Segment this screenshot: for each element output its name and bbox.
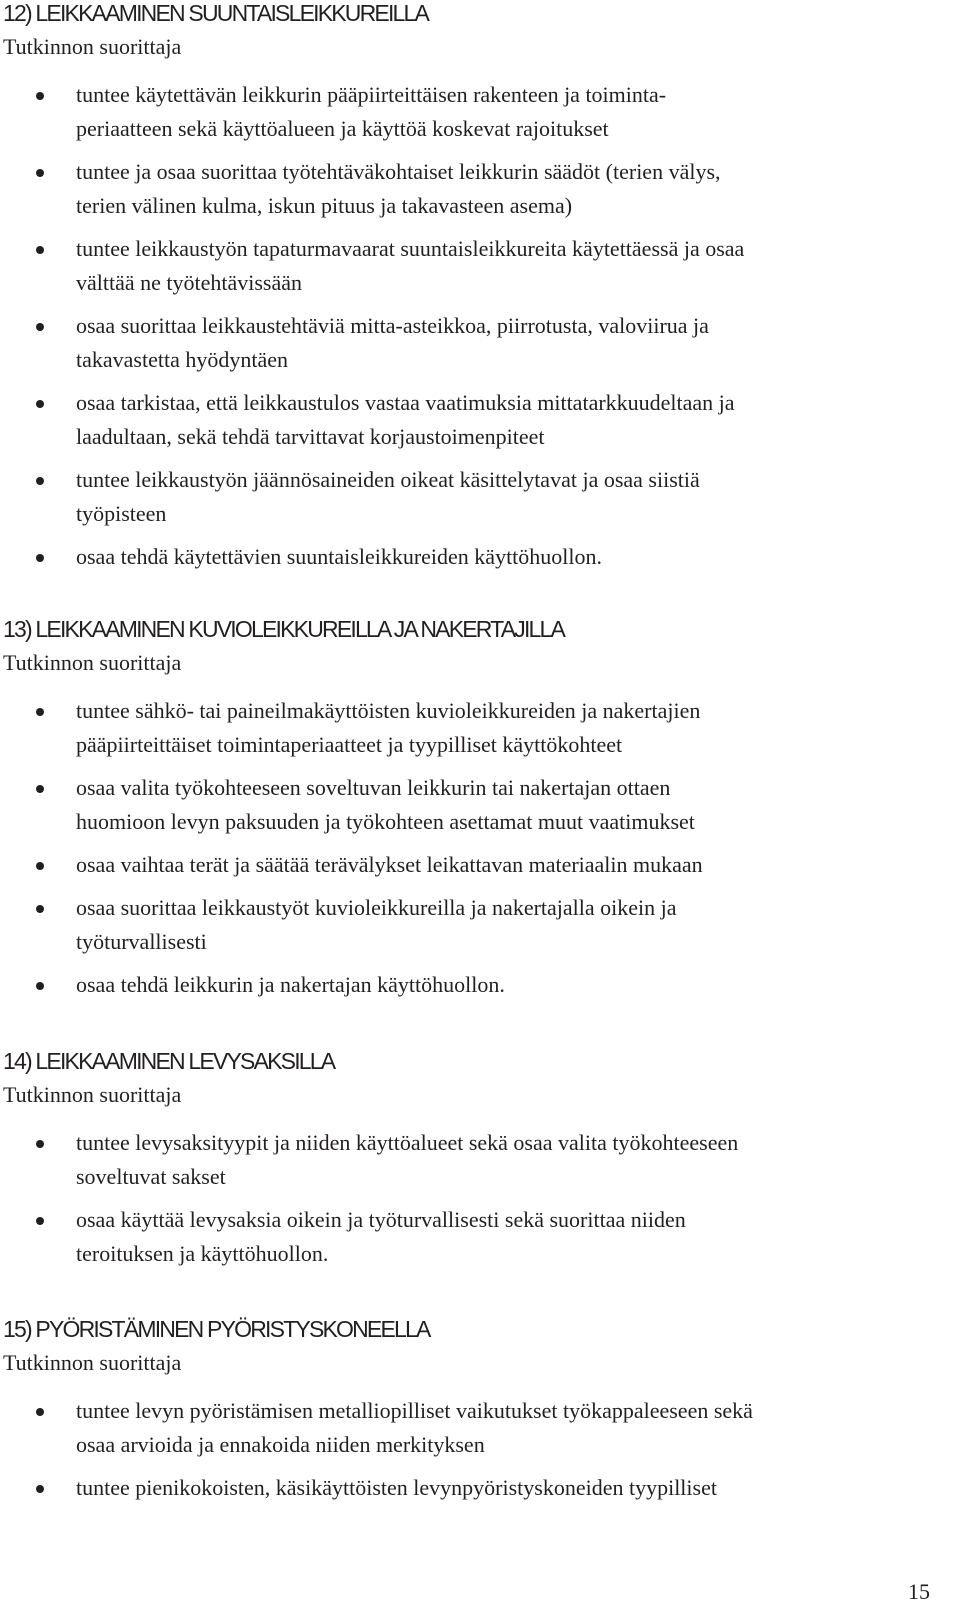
criteria-list	[0, 78, 960, 574]
section-subheading: Tutkinnon suorittaja	[3, 34, 182, 59]
section-heading: 14) LEIKKAAMINEN LEVYSAKSILLA	[3, 1048, 335, 1074]
section-subheading: Tutkinnon suorittaja	[3, 650, 182, 675]
bullet-icon	[36, 708, 44, 716]
item-text-line: osaa suorittaa leikkaustyöt kuvioleikkureilla ja nakertajalla oikein ja	[76, 895, 677, 920]
item-text-line: välttää ne työtehtävissään	[76, 270, 303, 295]
list-item	[0, 463, 960, 531]
list-item	[0, 232, 960, 300]
item-text-line: takavastetta hyödyntäen	[76, 347, 288, 372]
list-item	[0, 78, 960, 146]
item-text-line: osaa tehdä leikkurin ja nakertajan käyttöhuollon.	[76, 972, 505, 997]
item-text-line: tuntee käytettävän leikkurin pääpiirteittäisen rakenteen ja toiminta-	[76, 82, 667, 107]
list-item	[0, 155, 960, 223]
section-subheading: Tutkinnon suorittaja	[3, 1082, 182, 1107]
criteria-list	[0, 694, 960, 1002]
item-text-line: osaa vaihtaa terät ja säätää terävälykset leikattavan materiaalin mukaan	[76, 852, 703, 877]
criteria-list	[0, 1394, 960, 1505]
list-item	[0, 848, 960, 882]
list-item	[0, 1126, 960, 1194]
item-text-line: työpisteen	[76, 501, 167, 526]
section-12	[0, 0, 960, 574]
section-14	[0, 1046, 960, 1271]
item-text-line: tuntee leikkaustyön tapaturmavaarat suuntaisleikkureita käytettäessä ja osaa	[76, 236, 745, 261]
bullet-icon	[36, 1485, 44, 1493]
page-number: 15	[908, 1579, 930, 1604]
list-item	[0, 1471, 960, 1505]
item-text-line: osaa tarkistaa, että leikkaustulos vastaa vaatimuksia mittatarkkuudeltaan ja	[76, 390, 735, 415]
bullet-icon	[36, 92, 44, 100]
section-heading: 12) LEIKKAAMINEN SUUNTAISLEIKKUREILLA	[3, 0, 429, 26]
bullet-icon	[36, 400, 44, 408]
bullet-icon	[36, 477, 44, 485]
section-heading: 15) PYÖRISTÄMINEN PYÖRISTYSKONEELLA	[3, 1316, 430, 1342]
criteria-list	[0, 1126, 960, 1271]
section-subheading: Tutkinnon suorittaja	[3, 1350, 182, 1375]
list-item	[0, 309, 960, 377]
list-item	[0, 891, 960, 959]
list-item	[0, 968, 960, 1002]
list-item	[0, 1394, 960, 1462]
bullet-icon	[36, 246, 44, 254]
item-text-line: pääpiirteittäiset toimintaperiaatteet ja tyypilliset käyttökohteet	[76, 732, 623, 757]
bullet-icon	[36, 905, 44, 913]
item-text-line: tuntee leikkaustyön jäännösaineiden oikeat käsittelytavat ja osaa siistiä	[76, 467, 700, 492]
item-text-line: osaa tehdä käytettävien suuntaisleikkureiden käyttöhuollon.	[76, 544, 603, 569]
item-text-line: tuntee pienikokoisten, käsikäyttöisten levynpyöristyskoneiden tyypilliset	[76, 1475, 717, 1500]
bullet-icon	[36, 1408, 44, 1416]
bullet-icon	[36, 1217, 44, 1225]
item-text-line: tuntee ja osaa suorittaa työtehtäväkohtaiset leikkurin säädöt (terien välys,	[76, 159, 721, 184]
item-text-line: tuntee sähkö- tai paineilmakäyttöisten kuvioleikkureiden ja nakertajien	[76, 698, 701, 723]
list-item	[0, 694, 960, 762]
bullet-icon	[36, 1140, 44, 1148]
list-item	[0, 540, 960, 574]
item-text-line: periaatteen sekä käyttöalueen ja käyttöä koskevat rajoitukset	[76, 116, 609, 141]
item-text-line: osaa suorittaa leikkaustehtäviä mitta-asteikkoa, piirrotusta, valoviirua ja	[76, 313, 709, 338]
item-text-line: huomioon levyn paksuuden ja työkohteen asettamat muut vaatimukset	[76, 809, 695, 834]
section-heading: 13) LEIKKAAMINEN KUVIOLEIKKUREILLA JA NAKERTAJILLA	[3, 616, 565, 642]
bullet-icon	[36, 862, 44, 870]
item-text-line: osaa arvioida ja ennakoida niiden merkityksen	[76, 1432, 485, 1457]
item-text-line: soveltuvat sakset	[76, 1164, 226, 1189]
list-item	[0, 771, 960, 839]
item-text-line: tuntee levyn pyöristämisen metalliopilliset vaikutukset työkappaleeseen sekä	[76, 1398, 753, 1423]
item-text-line: teroituksen ja käyttöhuollon.	[76, 1241, 329, 1266]
item-text-line: laadultaan, sekä tehdä tarvittavat korjaustoimenpiteet	[76, 424, 545, 449]
section-15	[0, 1314, 960, 1505]
bullet-icon	[36, 785, 44, 793]
item-text-line: terien välinen kulma, iskun pituus ja takavasteen asema)	[76, 193, 573, 218]
list-item	[0, 386, 960, 454]
item-text-line: osaa käyttää levysaksia oikein ja työturvallisesti sekä suorittaa niiden	[76, 1207, 686, 1232]
item-text-line: työturvallisesti	[76, 929, 207, 954]
bullet-icon	[36, 169, 44, 177]
section-13	[0, 614, 960, 1002]
bullet-icon	[36, 982, 44, 990]
bullet-icon	[36, 323, 44, 331]
list-item	[0, 1203, 960, 1271]
bullet-icon	[36, 554, 44, 562]
item-text-line: tuntee levysaksityypit ja niiden käyttöalueet sekä osaa valita työkohteeseen	[76, 1130, 739, 1155]
item-text-line: osaa valita työkohteeseen soveltuvan leikkurin tai nakertajan ottaen	[76, 775, 671, 800]
